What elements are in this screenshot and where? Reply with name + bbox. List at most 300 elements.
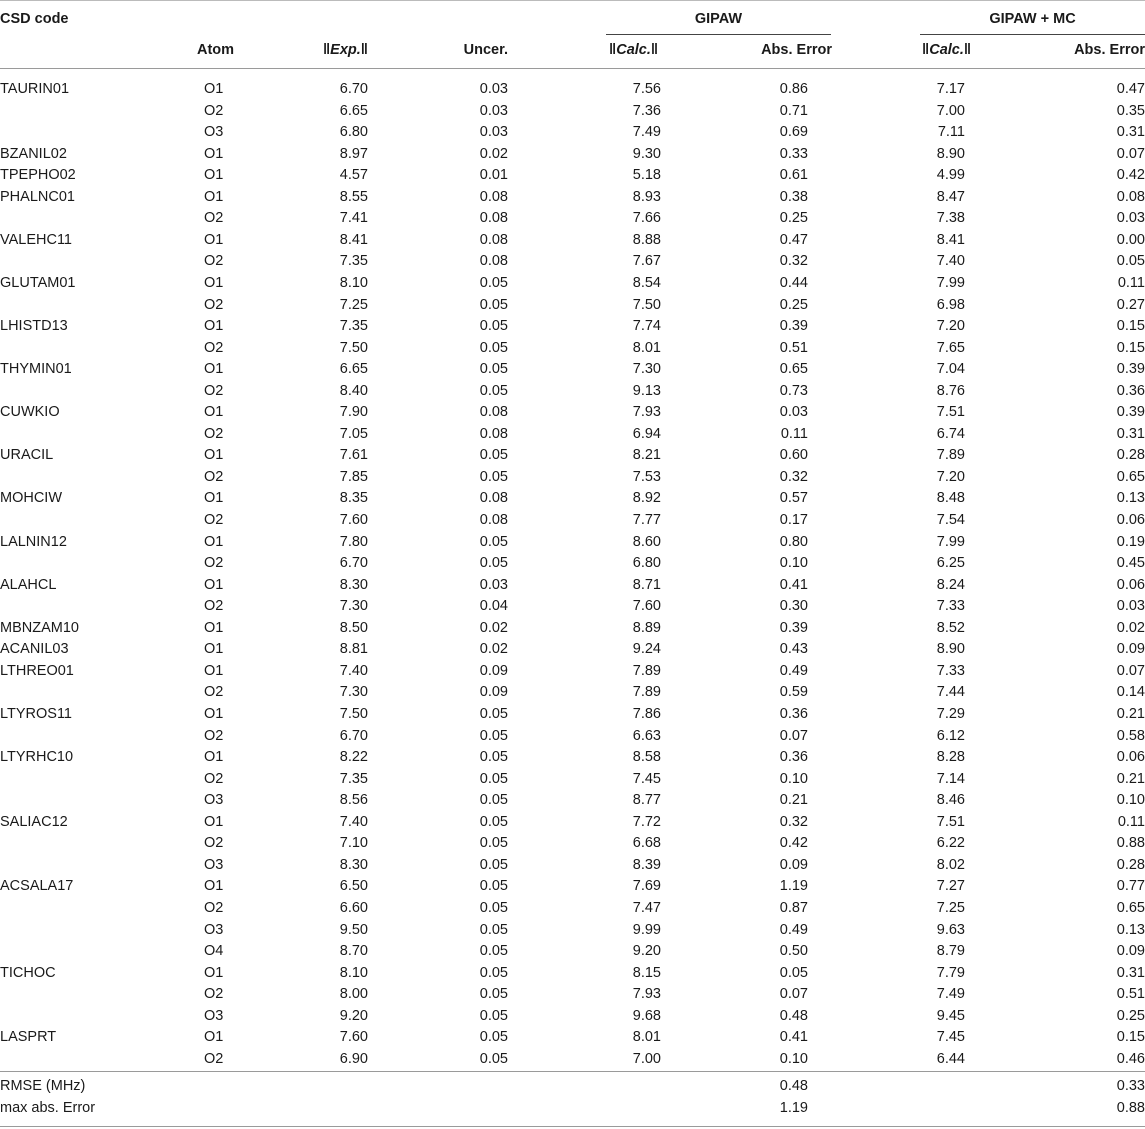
cell-mc-abs-error: 0.47	[1116, 81, 1145, 97]
norm-bar-left: ‖	[322, 42, 331, 58]
cell-gipaw-abs-error: 0.61	[779, 167, 808, 184]
cell-exp-value: 8.10	[339, 275, 368, 291]
cell-mc-abs-error: 0.02	[1116, 619, 1145, 636]
cell-mc-calc: 7.33	[936, 598, 965, 615]
cell-csd-code: TAURIN01	[0, 81, 70, 97]
cell-uncertainty: 0.03	[479, 124, 508, 141]
cell-gipaw-abs-error: 0.32	[779, 813, 808, 830]
cell-gipaw-abs-error: 0.87	[779, 899, 808, 916]
cell-uncertainty: 0.01	[479, 167, 508, 184]
cell-mc-calc: 7.38	[936, 210, 965, 227]
cell-mc-abs-error: 0.36	[1116, 382, 1145, 399]
cell-uncertainty: 0.05	[479, 943, 508, 959]
cell-exp-value: 6.70	[339, 727, 368, 744]
cell-gipaw-abs-error: 0.50	[779, 943, 808, 959]
cell-gipaw-abs-error: 0.49	[779, 921, 808, 938]
cell-atom: O4	[204, 943, 224, 959]
cell-uncertainty: 0.05	[479, 792, 508, 809]
cell-uncertainty: 0.05	[479, 964, 508, 981]
cell-gipaw-calc: 7.36	[632, 102, 661, 119]
cell-mc-abs-error: 0.07	[1116, 145, 1145, 162]
cell-mc-abs-error: 0.77	[1116, 878, 1145, 895]
cell-mc-calc: 8.76	[936, 382, 965, 399]
cell-atom: O1	[204, 490, 224, 507]
cell-exp-value: 7.35	[339, 770, 368, 787]
cell-gipaw-calc: 7.72	[632, 813, 661, 830]
cell-atom: O2	[204, 1050, 224, 1067]
cell-gipaw-calc: 8.71	[632, 576, 661, 593]
cell-mc-abs-error: 0.58	[1116, 727, 1145, 744]
cell-gipaw-calc: 6.80	[632, 555, 661, 572]
cell-uncertainty: 0.05	[479, 1050, 508, 1067]
cell-uncertainty: 0.08	[479, 512, 508, 528]
cell-exp-value: 7.50	[339, 339, 368, 356]
cell-exp-value: 6.65	[339, 361, 368, 378]
cell-gipaw-calc: 7.50	[632, 296, 661, 313]
cell-mc-calc: 7.27	[936, 878, 965, 895]
cell-gipaw-calc: 9.99	[632, 921, 661, 938]
cell-atom: O1	[204, 662, 224, 679]
cell-atom: O2	[204, 512, 224, 528]
cell-mc-calc: 7.20	[936, 468, 965, 485]
cell-gipaw-abs-error: 0.05	[779, 964, 808, 981]
cell-exp-value: 7.80	[339, 533, 368, 550]
cell-exp-value: 7.60	[339, 1029, 368, 1046]
cell-gipaw-abs-error: 0.48	[779, 1078, 808, 1094]
cell-mc-abs-error: 0.31	[1116, 964, 1145, 981]
cell-uncertainty: 0.08	[479, 231, 508, 248]
cell-gipaw-abs-error: 0.36	[779, 706, 808, 722]
cell-exp-value: 7.50	[339, 706, 368, 722]
cell-gipaw-abs-error: 0.25	[779, 296, 808, 313]
cell-gipaw-abs-error: 0.41	[779, 1029, 808, 1046]
cell-csd-code: ACANIL03	[0, 641, 69, 658]
cell-gipaw-abs-error: 0.09	[779, 856, 808, 873]
cell-mc-calc: 7.25	[936, 899, 965, 916]
cell-exp-value: 7.40	[339, 662, 368, 679]
cell-atom: O2	[204, 468, 224, 485]
cell-gipaw-abs-error: 0.03	[779, 404, 808, 421]
cell-mc-abs-error: 0.06	[1116, 749, 1145, 766]
cell-atom: O1	[204, 878, 224, 895]
cell-mc-abs-error: 0.10	[1116, 792, 1145, 809]
cell-mc-abs-error: 0.27	[1116, 296, 1145, 313]
cell-mc-calc: 8.47	[936, 188, 965, 205]
cell-gipaw-abs-error: 1.19	[779, 1099, 808, 1116]
cell-exp-value: 7.35	[339, 253, 368, 270]
cell-csd-code: URACIL	[0, 447, 54, 464]
cell-atom: O2	[204, 425, 224, 442]
cell-exp-value: 8.97	[339, 145, 368, 162]
header-rule	[0, 68, 1145, 69]
cell-uncertainty: 0.05	[479, 749, 508, 766]
cell-exp-value: 7.30	[339, 684, 368, 701]
cell-exp-value: 8.40	[339, 382, 368, 399]
cell-uncertainty: 0.05	[479, 899, 508, 916]
cell-csd-code: LASPRT	[0, 1029, 57, 1046]
cell-mc-calc: 7.04	[936, 361, 965, 378]
cell-gipaw-calc: 8.01	[632, 1029, 661, 1046]
cell-csd-code: MBNZAM10	[0, 619, 79, 636]
cell-mc-abs-error: 0.21	[1116, 706, 1145, 722]
cell-csd-code: LALNIN12	[0, 533, 67, 550]
cell-uncertainty: 0.09	[479, 684, 508, 701]
cell-gipaw-abs-error: 0.38	[779, 188, 808, 205]
cell-mc-abs-error: 0.15	[1116, 1029, 1145, 1046]
cell-uncertainty: 0.05	[479, 555, 508, 572]
cell-mc-abs-error: 0.14	[1116, 684, 1145, 701]
cell-gipaw-calc: 8.77	[632, 792, 661, 809]
cell-gipaw-calc: 7.77	[632, 512, 661, 528]
cell-gipaw-calc: 7.74	[632, 318, 661, 335]
header-atom: Atom	[197, 42, 235, 58]
header-calc-label: Calc.	[929, 42, 964, 58]
cell-uncertainty: 0.03	[479, 81, 508, 97]
cell-gipaw-abs-error: 0.32	[779, 253, 808, 270]
cell-gipaw-calc: 8.21	[632, 447, 661, 464]
cell-gipaw-calc: 7.49	[632, 124, 661, 141]
cell-atom: O3	[204, 124, 224, 141]
cell-gipaw-calc: 8.93	[632, 188, 661, 205]
cell-csd-code: LTYROS11	[0, 706, 72, 722]
cell-uncertainty: 0.05	[479, 447, 508, 464]
cell-exp-value: 8.10	[339, 964, 368, 981]
cell-exp-value: 8.00	[339, 986, 368, 1003]
cell-uncertainty: 0.05	[479, 813, 508, 830]
cell-mc-abs-error: 0.88	[1116, 1099, 1145, 1116]
cell-gipaw-abs-error: 0.80	[779, 533, 808, 550]
cell-csd-code: SALIAC12	[0, 813, 68, 830]
cell-atom: O1	[204, 447, 224, 464]
cell-mc-abs-error: 0.25	[1116, 1007, 1145, 1024]
cell-mc-calc: 7.79	[936, 964, 965, 981]
cell-uncertainty: 0.05	[479, 770, 508, 787]
cell-mc-abs-error: 0.65	[1116, 899, 1145, 916]
cell-uncertainty: 0.04	[479, 598, 508, 615]
cell-exp-value: 8.35	[339, 490, 368, 507]
cell-exp-value: 8.81	[339, 641, 368, 658]
cell-atom: O1	[204, 641, 224, 658]
cell-mc-calc: 8.90	[936, 145, 965, 162]
cell-mc-calc: 7.11	[937, 124, 965, 141]
cell-atom: O2	[204, 382, 224, 399]
cell-csd-code: LTHREO01	[0, 662, 74, 679]
cell-exp-value: 7.30	[339, 598, 368, 615]
cell-atom: O2	[204, 102, 224, 119]
cell-summary-label: max abs. Error	[0, 1099, 96, 1116]
cell-exp-value: 7.41	[339, 210, 368, 227]
cell-mc-abs-error: 0.13	[1116, 921, 1145, 938]
cell-atom: O3	[204, 856, 224, 873]
cell-atom: O2	[204, 253, 224, 270]
cell-uncertainty: 0.05	[479, 275, 508, 291]
cell-gipaw-abs-error: 0.44	[779, 275, 808, 291]
header-gipaw: GIPAW	[694, 11, 743, 27]
cell-uncertainty: 0.05	[479, 318, 508, 335]
cell-uncertainty: 0.05	[479, 339, 508, 356]
cell-gipaw-calc: 7.66	[632, 210, 661, 227]
cell-csd-code: ACSALA17	[0, 878, 74, 895]
cell-atom: O2	[204, 770, 224, 787]
cell-exp-value: 8.30	[339, 576, 368, 593]
cell-mc-calc: 9.63	[936, 921, 965, 938]
cell-mc-abs-error: 0.00	[1116, 231, 1145, 248]
summary-rule	[0, 1071, 1145, 1072]
cell-gipaw-calc: 7.69	[632, 878, 661, 895]
cell-csd-code: LTYRHC10	[0, 749, 74, 766]
cell-mc-abs-error: 0.46	[1116, 1050, 1145, 1067]
cell-exp-value: 6.65	[339, 102, 368, 119]
cell-gipaw-abs-error: 0.10	[779, 1050, 808, 1067]
cell-atom: O2	[204, 555, 224, 572]
cell-atom: O1	[204, 188, 224, 205]
cell-mc-calc: 7.65	[936, 339, 965, 356]
cell-gipaw-abs-error: 0.51	[779, 339, 808, 356]
cell-atom: O1	[204, 619, 224, 636]
cell-exp-value: 6.70	[339, 555, 368, 572]
cell-uncertainty: 0.02	[479, 145, 508, 162]
cell-gipaw-abs-error: 0.86	[779, 81, 808, 97]
cell-atom: O2	[204, 835, 224, 852]
cell-gipaw-abs-error: 0.60	[779, 447, 808, 464]
cell-atom: O2	[204, 684, 224, 701]
cell-gipaw-abs-error: 0.69	[779, 124, 808, 141]
cell-exp-value: 6.50	[339, 878, 368, 895]
cell-gipaw-abs-error: 0.07	[779, 986, 808, 1003]
cell-gipaw-abs-error: 0.43	[779, 641, 808, 658]
cell-gipaw-abs-error: 0.10	[779, 770, 808, 787]
cell-gipaw-calc: 7.60	[632, 598, 661, 615]
cell-gipaw-calc: 8.89	[632, 619, 661, 636]
cell-gipaw-calc: 8.60	[632, 533, 661, 550]
cell-uncertainty: 0.05	[479, 856, 508, 873]
cell-uncertainty: 0.05	[479, 835, 508, 852]
cell-gipaw-calc: 7.67	[632, 253, 661, 270]
cell-uncertainty: 0.05	[479, 921, 508, 938]
cell-mc-calc: 8.48	[936, 490, 965, 507]
cell-atom: O2	[204, 899, 224, 916]
cell-gipaw-calc: 7.30	[632, 361, 661, 378]
header-uncer: Uncer.	[463, 42, 508, 58]
cell-exp-value: 9.50	[339, 921, 368, 938]
cell-uncertainty: 0.08	[479, 253, 508, 270]
cell-uncertainty: 0.09	[479, 662, 508, 679]
cell-atom: O1	[204, 231, 224, 248]
cell-atom: O1	[204, 167, 224, 184]
cell-uncertainty: 0.08	[479, 210, 508, 227]
cell-mc-calc: 8.79	[936, 943, 965, 959]
cell-exp-value: 8.55	[339, 188, 368, 205]
cell-gipaw-abs-error: 0.57	[779, 490, 808, 507]
cell-mc-calc: 8.02	[936, 856, 965, 873]
header-mc-calc	[922, 40, 971, 62]
cell-mc-calc: 7.99	[936, 275, 965, 291]
cell-gipaw-calc: 5.18	[632, 167, 661, 184]
cell-gipaw-calc: 6.94	[632, 425, 661, 442]
cell-exp-value: 7.85	[339, 468, 368, 485]
cell-gipaw-abs-error: 0.41	[779, 576, 808, 593]
cell-uncertainty: 0.05	[479, 706, 508, 722]
cell-mc-calc: 6.98	[936, 296, 965, 313]
cell-mc-calc: 8.41	[936, 231, 965, 248]
cell-atom: O2	[204, 727, 224, 744]
cell-gipaw-abs-error: 0.36	[779, 749, 808, 766]
cell-csd-code: GLUTAM01	[0, 275, 76, 291]
header-calc-label: Calc.	[616, 42, 651, 58]
cell-atom: O1	[204, 145, 224, 162]
cell-atom: O3	[204, 1007, 224, 1024]
cell-uncertainty: 0.03	[479, 102, 508, 119]
cell-mc-calc: 8.90	[936, 641, 965, 658]
cell-gipaw-abs-error: 0.07	[779, 727, 808, 744]
cell-mc-abs-error: 0.28	[1116, 856, 1145, 873]
cell-gipaw-calc: 8.92	[632, 490, 661, 507]
cell-gipaw-calc: 7.93	[632, 404, 661, 421]
cell-gipaw-abs-error: 0.49	[779, 662, 808, 679]
cell-csd-code: PHALNC01	[0, 188, 75, 205]
cell-mc-abs-error: 0.88	[1116, 835, 1145, 852]
cell-exp-value: 9.20	[339, 1007, 368, 1024]
norm-bar-left: ‖	[922, 42, 930, 58]
cell-atom: O1	[204, 706, 224, 722]
cell-gipaw-abs-error: 0.48	[779, 1007, 808, 1024]
cell-atom: O1	[204, 533, 224, 550]
cell-gipaw-calc: 7.00	[632, 1050, 661, 1067]
cell-mc-abs-error: 0.45	[1116, 555, 1145, 572]
cell-mc-calc: 7.33	[936, 662, 965, 679]
cell-atom: O1	[204, 318, 224, 335]
norm-bar-right: ‖	[963, 42, 972, 58]
cell-exp-value: 8.30	[339, 856, 368, 873]
cell-gipaw-abs-error: 0.10	[779, 555, 808, 572]
cell-gipaw-calc: 7.45	[632, 770, 661, 787]
cell-mc-abs-error: 0.06	[1116, 576, 1145, 593]
cell-exp-value: 7.61	[339, 447, 368, 464]
cell-mc-calc: 7.51	[936, 404, 965, 421]
cell-csd-code: CUWKIO	[0, 404, 60, 421]
cell-csd-code: MOHCIW	[0, 490, 63, 507]
cell-uncertainty: 0.05	[479, 1007, 508, 1024]
cell-exp-value: 8.50	[339, 619, 368, 636]
cell-csd-code: LHISTD13	[0, 318, 68, 335]
cell-uncertainty: 0.05	[479, 533, 508, 550]
norm-bar-right: ‖	[360, 42, 368, 58]
cell-uncertainty: 0.05	[479, 296, 508, 313]
cell-gipaw-calc: 8.54	[632, 275, 661, 291]
cell-exp-value: 7.25	[339, 296, 368, 313]
gipaw-group-rule	[606, 34, 831, 35]
cell-atom: O3	[204, 921, 224, 938]
cell-uncertainty: 0.02	[479, 641, 508, 658]
cell-mc-abs-error: 0.31	[1116, 425, 1145, 442]
cell-mc-abs-error: 0.31	[1116, 124, 1145, 141]
cell-mc-abs-error: 0.19	[1116, 533, 1145, 550]
cell-mc-calc: 4.99	[936, 167, 965, 184]
cell-mc-calc: 9.45	[936, 1007, 965, 1024]
cell-mc-abs-error: 0.09	[1116, 943, 1145, 959]
cell-csd-code: VALEHC11	[0, 231, 72, 248]
header-exp-label: Exp.	[330, 42, 361, 58]
cell-uncertainty: 0.08	[479, 188, 508, 205]
norm-bar-left: ‖	[609, 42, 617, 58]
cell-exp-value: 8.56	[339, 792, 368, 809]
header-mc-abs-error: Abs. Error	[1074, 42, 1145, 58]
cell-gipaw-calc: 7.89	[632, 662, 661, 679]
cell-gipaw-abs-error: 1.19	[779, 878, 808, 895]
cell-uncertainty: 0.08	[479, 490, 508, 507]
cell-atom: O2	[204, 210, 224, 227]
cell-exp-value: 7.40	[339, 813, 368, 830]
cell-gipaw-abs-error: 0.73	[779, 382, 808, 399]
cell-gipaw-calc: 8.58	[632, 749, 661, 766]
cell-exp-value: 4.57	[339, 167, 368, 184]
cell-uncertainty: 0.05	[479, 382, 508, 399]
cell-gipaw-calc: 7.56	[632, 81, 661, 97]
cell-gipaw-calc: 6.68	[632, 835, 661, 852]
cell-gipaw-calc: 7.47	[632, 899, 661, 916]
cell-mc-abs-error: 0.06	[1116, 512, 1145, 528]
cell-mc-calc: 6.25	[936, 555, 965, 572]
cell-atom: O1	[204, 749, 224, 766]
cell-mc-abs-error: 0.09	[1116, 641, 1145, 658]
cell-atom: O1	[204, 576, 224, 593]
cell-uncertainty: 0.05	[479, 986, 508, 1003]
cell-atom: O1	[204, 361, 224, 378]
cell-gipaw-abs-error: 0.39	[779, 619, 808, 636]
norm-bar-right: ‖	[650, 42, 659, 58]
cell-mc-abs-error: 0.07	[1116, 662, 1145, 679]
cell-gipaw-calc: 9.20	[632, 943, 661, 959]
cell-gipaw-calc: 7.86	[632, 706, 661, 722]
cell-exp-value: 6.90	[339, 1050, 368, 1067]
cell-mc-abs-error: 0.05	[1116, 253, 1145, 270]
cell-mc-calc: 7.40	[936, 253, 965, 270]
cell-mc-abs-error: 0.13	[1116, 490, 1145, 507]
cell-gipaw-abs-error: 0.39	[779, 318, 808, 335]
cell-mc-calc: 7.49	[936, 986, 965, 1003]
cell-gipaw-calc: 9.13	[632, 382, 661, 399]
cell-mc-abs-error: 0.08	[1116, 188, 1145, 205]
cell-mc-calc: 8.24	[936, 576, 965, 593]
cell-csd-code: ALAHCL	[0, 576, 57, 593]
cell-gipaw-calc: 8.15	[632, 964, 661, 981]
cell-uncertainty: 0.05	[479, 727, 508, 744]
cell-atom: O1	[204, 813, 224, 830]
cell-uncertainty: 0.05	[479, 361, 508, 378]
cell-gipaw-calc: 8.88	[632, 231, 661, 248]
cell-mc-calc: 6.22	[936, 835, 965, 852]
top-rule	[0, 0, 1145, 1]
cell-gipaw-calc: 6.63	[632, 727, 661, 744]
cell-mc-calc: 7.17	[936, 81, 965, 97]
cell-exp-value: 8.22	[339, 749, 368, 766]
cell-atom: O1	[204, 964, 224, 981]
cell-summary-label: RMSE (MHz)	[0, 1078, 86, 1094]
cell-gipaw-calc: 9.68	[632, 1007, 661, 1024]
header-gipaw-abs-error: Abs. Error	[761, 42, 832, 58]
cell-mc-calc: 7.51	[936, 813, 965, 830]
cell-mc-abs-error: 0.39	[1116, 404, 1145, 421]
bottom-rule	[0, 1126, 1145, 1127]
cell-mc-abs-error: 0.15	[1116, 339, 1145, 356]
cell-gipaw-abs-error: 0.25	[779, 210, 808, 227]
cell-mc-abs-error: 0.21	[1116, 770, 1145, 787]
cell-mc-calc: 7.20	[936, 318, 965, 335]
cell-mc-calc: 7.00	[936, 102, 965, 119]
cell-mc-calc: 7.44	[936, 684, 965, 701]
cell-gipaw-abs-error: 0.32	[779, 468, 808, 485]
cell-gipaw-calc: 7.89	[632, 684, 661, 701]
